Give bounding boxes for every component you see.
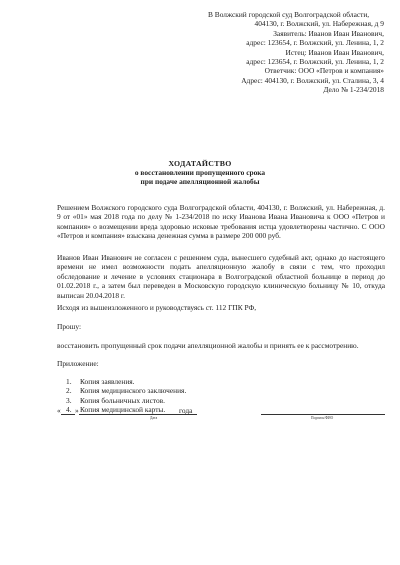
list-item: 1. Копия заявления. (66, 377, 135, 386)
case-number: Дело № 1-234/2018 (323, 85, 384, 95)
paragraph-decision: Решением Волжского городского суда Волгоградской области, 404130, г. Волжский, ул. Набережная, д. 9 от «01» мая 2018 года по делу № 1-234/2018 по иску Иванова Ивана Ивановича к ООО «Петров и компания» о возмещении вреда здоровью исковые требования истца удовлетворены частично. С ООО «Петров и компания» взыскана денежная сумма в размере 200 000 руб. (57, 203, 385, 241)
list-item: 4. Копия медицинской карты. (66, 405, 166, 415)
plaintiff-address: адрес: 123654, г. Волжский, ул. Ленина, 1, 2 (246, 57, 384, 67)
list-item: 2. Копия медицинского заключения. (66, 386, 187, 396)
plaintiff-name: Истец: Иванов Иван Иванович, (285, 47, 384, 57)
title-subtitle-2: при подаче апелляционной жалобы (140, 177, 260, 186)
title-subtitle-1: о восстановлении пропущенного срока (134, 168, 266, 177)
date-day-line (61, 414, 75, 415)
respondent-address: Адрес: 404130, г. Волжский, ул. Сталина, 3, 4 (241, 75, 384, 85)
paragraph-basis: Исходя из вышеизложенного и руководствуясь ст. 112 ГПК РФ, (57, 303, 257, 312)
document-title (0, 159, 400, 186)
date-close-quote: » (75, 406, 79, 415)
applicant-name: Заявитель: Иванов Иван Иванович, (273, 28, 384, 38)
addressee-block (198, 10, 384, 95)
signature-line (261, 414, 385, 415)
title-main: ХОДАТАЙСТВО (168, 159, 232, 168)
date-year-suffix: года (179, 406, 193, 415)
applicant-address: адрес: 123654, г. Волжский, ул. Ленина, 1, 2 (246, 38, 384, 48)
paragraph-request: восстановить пропущенный срок подачи апелляционной жалобы и принять ее к рассмотрению. (57, 341, 359, 350)
attachments-label: Приложение: (57, 359, 99, 368)
date-open-quote: « (57, 406, 61, 415)
signature-block (57, 406, 385, 426)
court-address: 404130, г. Волжский, ул. Набережная, д 9 (254, 19, 384, 29)
date-caption: Дата (150, 416, 158, 420)
paragraph-request-label: Прошу: (57, 322, 82, 331)
list-item: 3. Копия больничных листов. (66, 395, 166, 405)
paragraph-reason: Иванов Иван Иванович не согласен с решением суда, вынесшего судебный акт, однако до настоящего времени не имел возможности подать апелляционную жалобу в связи с тем, что проходил обследование и лечение в условиях стационара в Волгоградской областной больнице в период до 01.02.2018 г., а затем был переведен в Московскую городскую клиническую больницу № 10, откуда выписан 20.04.2018 г. (57, 253, 385, 300)
signature-caption: Подпись/ФИО (311, 416, 334, 420)
court-name: В Волжский городской суд Волгоградской области, (208, 10, 370, 19)
respondent-name: Ответчик: ООО «Петров и компания» (264, 66, 384, 76)
